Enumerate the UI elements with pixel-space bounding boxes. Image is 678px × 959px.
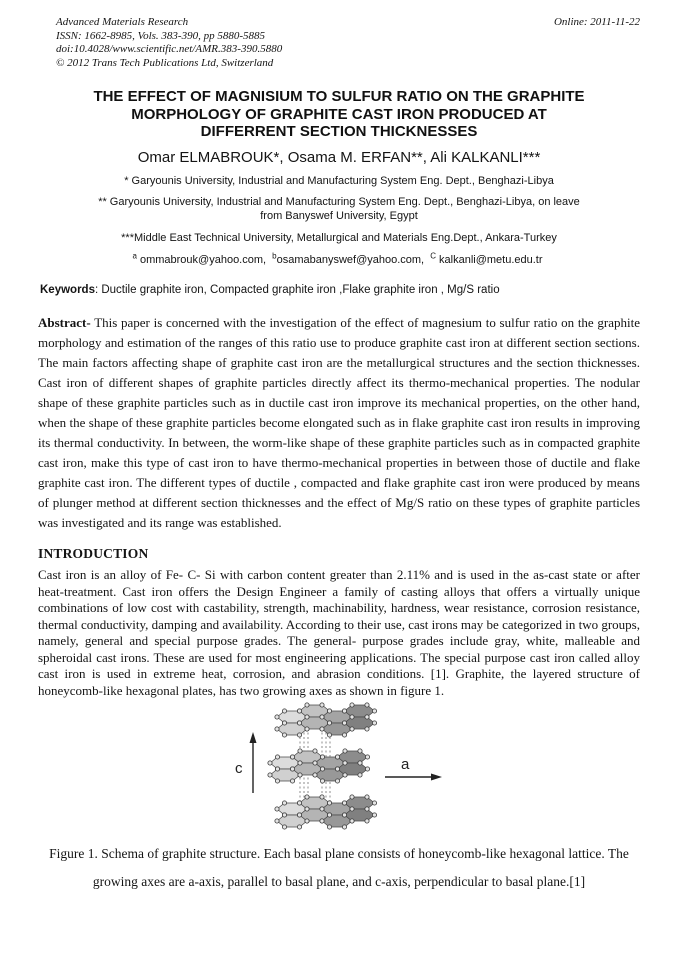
figure-1-caption: Figure 1. Schema of graphite structure. Each basal plane consists of honeycomb-like hexagonal lattice. The growing axes are a-axis, parallel to basal plane, and c-axis, perpendicular to basal plane.[1] (49, 846, 629, 890)
affiliation-1: * Garyounis University, Industrial and Manufacturing System Eng. Dept., Benghazi-Libya (124, 174, 554, 187)
email-3-address: kalkanli@metu.edu.tr (439, 254, 543, 267)
abstract-text: This paper is concerned with the investigation of the effect of magnesium to sulfur ratio on the graphite morphology and estimation of the ranges of this ratio use to produce graphite cast iron at different section sections. The main factors affecting shape of graphite cast iron are the metallurgical structures and the section thicknesses. Cast iron of different shapes of graphite particles directly affect its thermo-mechanical properties. The nodular shape of these graphite particles such as in ductile cast iron improve its mechanical properties, on the other hand, when the shape of these graphite particles become elongated such as in flake graphite cast iron results in improving its thermal conductivity. In between, the worm-like shape of these graphite particles such as in compacted graphite cast iron, make this type of cast iron to have thermo-mechanical properties in between those of ductile and flake graphite cast iron. The different types of ductile , compacted and flake graphite cast iron were produced by means of plunger method at different section thicknesses and the effect of Mg/S ratio on these types of graphite particles was investigated and its range was established. (38, 315, 641, 531)
copyright-line: © 2012 Trans Tech Publications Ltd, Switzerland (56, 56, 274, 69)
author-emails (38, 250, 640, 268)
abstract-label: Abstract- (38, 315, 91, 331)
a-axis-arrow (385, 774, 442, 781)
keywords-text: : Ductile graphite iron, Compacted graphite iron ,Flake graphite iron , Mg/S ratio (94, 284, 500, 297)
figure-1 (225, 701, 453, 838)
graphite-layer-middle (268, 749, 370, 783)
email-1-sup: a (132, 251, 137, 261)
paper-title-line-1: THE EFFECT OF MAGNISIUM TO SULFUR RATIO ON THE GRAPHITE (93, 88, 585, 105)
journal-header-left (56, 16, 282, 70)
introduction-heading: INTRODUCTION (38, 546, 149, 562)
email-3 (430, 251, 543, 267)
abstract-paragraph (38, 313, 640, 533)
issn-line: ISSN: 1662-8985, Vols. 383-390, pp 5880-5885 (56, 29, 265, 42)
c-axis-arrow (250, 732, 257, 793)
email-1-address: ommabrouk@yahoo.com, (139, 254, 267, 267)
introduction-paragraph: Cast iron is an alloy of Fe- C- Si with carbon content greater than 2.11% and is used in the as-cast state or after heat-treatment. Cast iron offers the Design Engineer a family of casting alloys that offers a virtually unique combinations of low cost with castability, strength, machinability, hardness, wear resistance, corrosion resistance, thermal conductivity, damping and availability. According to their use, cast irons may be categorized in two groups, namely, general and special purpose grades. The general- purpose grades include gray, white, malleable and spheroidal cast irons. These are used for most engineering applications. The special purpose cast iron called alloy cast iron is used in extreme heat, corrosion, and abrasion conditions. [1]. Graphite, the layered structure of honeycomb-like hexagonal plates, has two growing axes as shown in figure 1. (38, 567, 640, 698)
email-3-sup: C (430, 251, 436, 261)
graphite-structure-diagram (225, 701, 453, 833)
email-1 (132, 251, 267, 267)
email-2-address: osamabanyswef@yahoo.com, (276, 254, 425, 267)
authors-line: Omar ELMABROUK*, Osama M. ERFAN**, Ali KALKANLI*** (137, 148, 541, 166)
graphite-layer-top (275, 703, 377, 737)
email-2-sup: b (272, 251, 277, 261)
paper-title-line-3: DIFFERRENT SECTION THICKNESSES (200, 123, 478, 140)
online-date: Online: 2011-11-22 (553, 16, 640, 28)
journal-name: Advanced Materials Research (56, 16, 189, 28)
email-2 (272, 251, 425, 267)
doi-line: doi:10.4028/www.scientific.net/AMR.383-390.5880 (56, 43, 283, 55)
paper-title (49, 88, 629, 141)
paper-title-line-2: MORPHOLOGY OF GRAPHITE CAST IRON PRODUCED AT (131, 105, 547, 123)
graphite-layer-bottom (275, 795, 377, 829)
affiliation-3: ***Middle East Technical University, Metallurgical and Materials Eng.Dept., Ankara-Turkey (121, 231, 557, 244)
affiliation-2: ** Garyounis University, Industrial and Manufacturing System Eng. Dept., Benghazi-Libya, on leave from Banyswef University, Egypt (98, 195, 580, 222)
keywords-line (38, 283, 640, 297)
keywords-label: Keywords (40, 284, 95, 297)
a-axis-label: a (401, 756, 410, 774)
c-axis-label: c (235, 760, 243, 778)
journal-header (38, 16, 640, 70)
